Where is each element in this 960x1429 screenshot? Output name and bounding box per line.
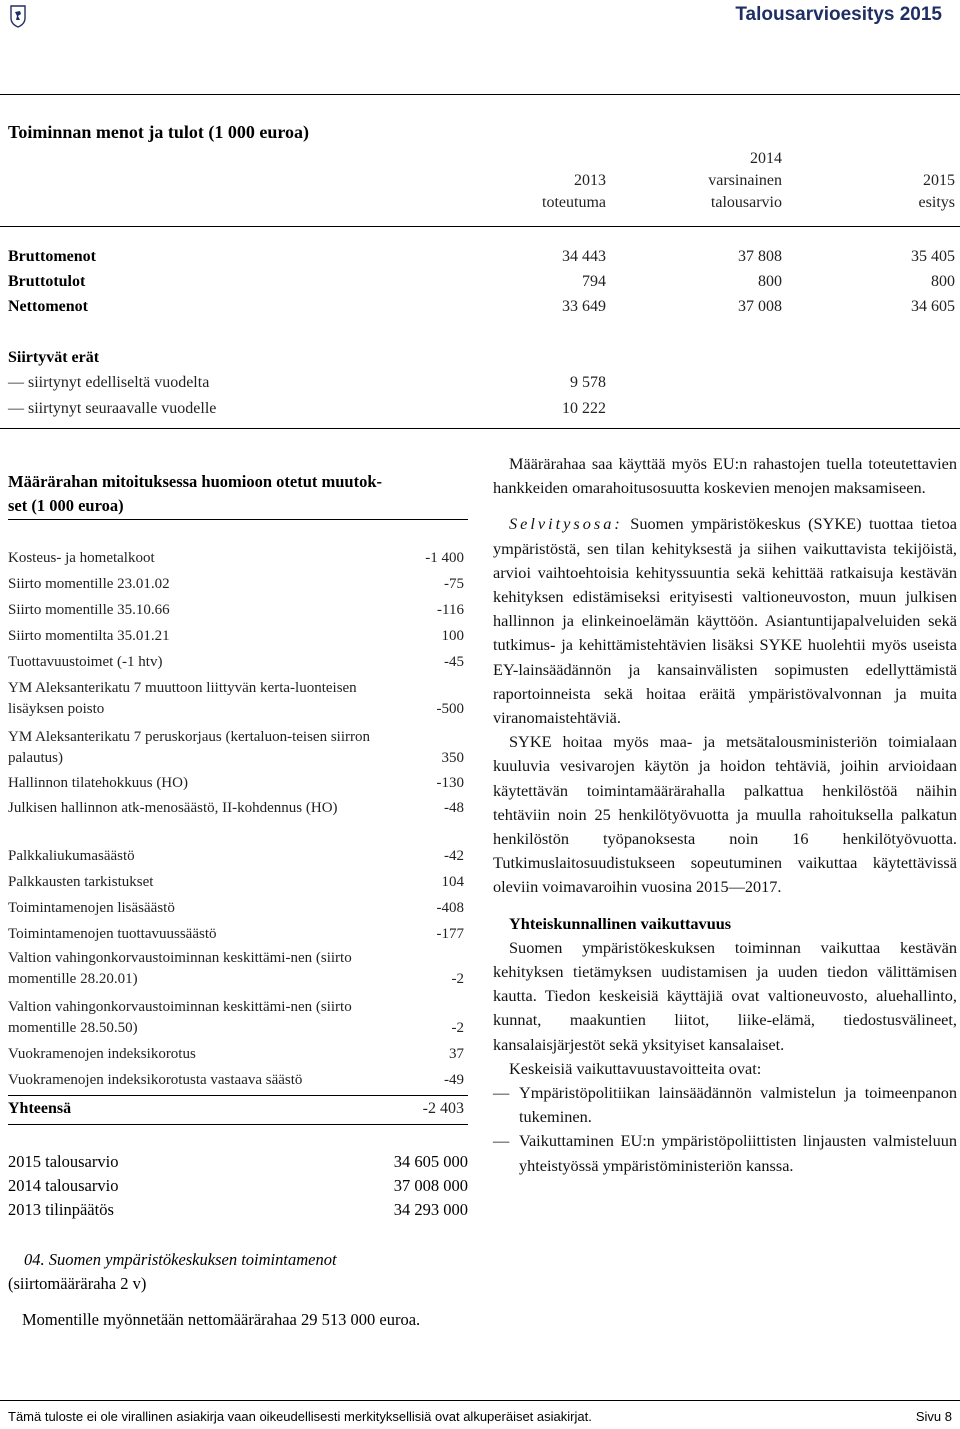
- row-value-2013: 794: [582, 273, 606, 290]
- top-rule: [0, 94, 960, 95]
- paragraph: SYKE hoitaa myös maa- ja metsätalousministeriön toimialaan kuuluvia vesivarojen käytön ja hoidon tehtäviä, joihin arvioidaan käytettävän toimintamäärärahalla palkattua henkilöstöä näihin tehtäviin noin 25 henkilötyövuotta ja muulla rahoituksella palkatun henkilöstön työpanoksesta noin 16 henkilötyövuotta. Tutkimuslaitosuudistukseen sopeutuminen vaikuttaa käytettävissä oleviin voimavaroihin vuosina 2015—2017.: [493, 732, 957, 897]
- adjustment-label: Siirto momentille 35.10.66: [8, 602, 170, 618]
- list-item: [8, 727, 466, 769]
- dash-bullet: —: [493, 1083, 510, 1103]
- list-item: [8, 548, 466, 569]
- section-heading: Yhteiskunnallinen vaikuttavuus: [509, 913, 732, 933]
- carryover-heading: Siirtyvät erät: [8, 349, 100, 366]
- paragraph: Määrärahaa saa käyttää myös EU:n rahastojen tuella toteutettavien hankkeiden omarahoitusosuutta koskevien menojen maksamiseen.: [493, 454, 957, 498]
- row-value-2014: 800: [758, 273, 782, 290]
- list-item: [8, 924, 466, 945]
- budget-label: 2015 talousarvio: [8, 1152, 119, 1171]
- list-item: [8, 773, 466, 794]
- adjustment-label: YM Aleksanterikatu 7 muuttoon liittyvän kerta-luonteisen lisäyksen poisto: [8, 680, 357, 717]
- list-item-text: Vaikuttaminen EU:n ympäristöpoliittisten linjausten valmisteluun yhteistyössä ympäristöministeriön kanssa.: [519, 1131, 957, 1175]
- paragraph: Keskeisiä vaikuttavuustavoitteita ovat:: [509, 1058, 762, 1078]
- adjustment-value: 350: [441, 750, 464, 766]
- budget-label: 2013 tilinpäätös: [8, 1200, 114, 1219]
- row-value-2015: 35 405: [911, 248, 955, 265]
- adjustment-label: Palkkaliukumasäästö: [8, 848, 135, 864]
- adjustment-label: Julkisen hallinnon atk-menosäästö, II-kohdennus (HO): [8, 800, 338, 816]
- adjustment-label: Siirto momentille 23.01.02: [8, 576, 170, 592]
- adjustment-label: Valtion vahingonkorvaustoiminnan keskittämi-nen (siirto momentille 28.20.01): [8, 950, 352, 987]
- carryover-label: — siirtynyt edelliseltä vuodelta: [8, 374, 210, 391]
- paragraph: Suomen ympäristökeskuksen toiminnan vaikuttaa kestävän kehityksen tietämyksen uudistamisen ja uuden tiedon välittämisen kautta. Tiedon keskeisiä käyttäjiä ovat valtioneuvosto, aluehallinto, kunnat, maakuntien liitot, liike-elämä, tiedostusvälineet, kansalaisjärjestöt sekä yksityiset kansalaiset.: [493, 937, 957, 1054]
- adjustments-total-value: -2 403: [422, 1100, 464, 1117]
- adjustment-value: -500: [436, 701, 464, 717]
- list-item: [493, 1081, 957, 1129]
- budget-row: [8, 1174, 468, 1198]
- row-value-2013: 34 443: [562, 248, 606, 265]
- adjustment-value: -2: [451, 971, 464, 987]
- adjustment-label: Valtion vahingonkorvaustoiminnan keskittämi-nen (siirto momentille 28.50.50): [8, 999, 352, 1036]
- selvitysosa-label: Selvitysosa:: [509, 514, 623, 534]
- adjustment-label: Kosteus- ja hometalkoot: [8, 550, 155, 566]
- adjustment-value: -48: [444, 800, 464, 816]
- list-item: [8, 798, 466, 819]
- adjustment-label: Vuokramenojen indeksikorotusta vastaava säästö: [8, 1072, 303, 1088]
- document-header-title: Talousarvioesitys 2015: [735, 4, 942, 25]
- item-text: Momentille myönnetään nettomäärärahaa 29 513 000 euroa.: [22, 1310, 421, 1329]
- list-item: [8, 1044, 466, 1065]
- footer-rule: [0, 1400, 960, 1401]
- item-heading: 04. Suomen ympäristökeskuksen toimintamenot: [24, 1250, 337, 1269]
- table-title: Toiminnan menot ja tulot (1 000 euroa): [8, 122, 310, 142]
- finnish-lion-emblem-icon: [8, 4, 28, 28]
- list-item: [8, 997, 466, 1039]
- adjustment-value: -116: [437, 602, 464, 618]
- budget-row: [8, 1198, 468, 1222]
- list-item: [8, 948, 466, 990]
- list-item: [8, 652, 466, 673]
- row-label: Bruttomenot: [8, 248, 96, 265]
- list-item: [8, 1070, 466, 1091]
- adjustment-label: Tuottavuustoimet (-1 htv): [8, 654, 163, 670]
- list-item: [8, 678, 466, 720]
- item-subheading: (siirtomääräraha 2 v): [8, 1274, 147, 1293]
- budget-label: 2014 talousarvio: [8, 1176, 119, 1195]
- list-item: [8, 846, 466, 867]
- carryover-value: 9 578: [570, 374, 606, 391]
- page-number: Sivu 8: [915, 1409, 952, 1424]
- list-item: [493, 1129, 957, 1177]
- row-value-2015: 800: [931, 273, 955, 290]
- adjustment-label: Toimintamenojen lisäsäästö: [8, 900, 175, 916]
- adjustments-total-top-rule: [8, 1095, 468, 1096]
- list-item: [8, 600, 466, 621]
- adjustment-value: -75: [444, 576, 464, 592]
- column-header-2014: 2014 varsinainen talousarvio: [708, 150, 782, 211]
- adjustments-title-rule: [8, 519, 468, 520]
- adjustment-value: -42: [444, 848, 464, 864]
- footer-disclaimer: Tämä tuloste ei ole virallinen asiakirja vaan oikeudellisesti merkityksellisiä ovat alkuperäiset asiakirjat.: [8, 1409, 592, 1424]
- adjustment-label: Vuokramenojen indeksikorotus: [8, 1046, 196, 1062]
- adjustment-label: Toimintamenojen tuottavuussäästö: [8, 926, 217, 942]
- adjustment-value: -408: [436, 900, 464, 916]
- paragraph: [493, 512, 957, 730]
- row-value-2014: 37 008: [738, 298, 782, 315]
- adjustments-total-bottom-rule: [8, 1124, 468, 1125]
- adjustment-value: -45: [444, 654, 464, 670]
- row-label: Bruttotulot: [8, 273, 86, 290]
- adjustment-value: -2: [451, 1020, 464, 1036]
- carryover-label: — siirtynyt seuraavalle vuodelle: [8, 400, 217, 417]
- carryover-value: 10 222: [562, 400, 606, 417]
- paragraph-text: Suomen ympäristökeskus (SYKE) tuottaa tietoa ympäristöstä, sen tilan kehityksestä ja siihen vaikuttavista tekijöistä, arvioi vaihtoehtoisia kehityssuuntia sekä kehittää ratkaisuja kestävän kehityksen edistämiseksi erityisesti valtioneuvoston, muun julkisen hallinnon ja elinkeinoelämän käyttöön. Asiantuntijapalveluiden sekä tutkimus- ja kehittämistehtävien lisäksi SYKE huolehtii myös useista EY-lainsäädännön ja kansainvälisten sopimusten edellyttämistä raportoinneista sekä hoitaa eräitä ympäristövalvonnan ja muita viranomaistehtäviä.: [493, 514, 957, 728]
- budget-value: 34 605 000: [393, 1152, 468, 1171]
- dash-bullet: —: [493, 1131, 510, 1151]
- list-item: [8, 574, 466, 595]
- adjustment-value: 104: [441, 874, 464, 890]
- adjustment-label: Siirto momentilta 35.01.21: [8, 628, 170, 644]
- right-column: [493, 452, 957, 1178]
- row-label: Nettomenot: [8, 298, 88, 315]
- row-value-2015: 34 605: [911, 298, 955, 315]
- adjustments-total-label: Yhteensä: [8, 1100, 72, 1117]
- adjustments-total-row: [8, 1098, 466, 1119]
- list-item-text: Ympäristöpolitiikan lainsäädännön valmistelun ja toimeenpanon tukeminen.: [519, 1083, 957, 1127]
- adjustment-value: -130: [436, 775, 464, 791]
- adjustment-label: Palkkausten tarkistukset: [8, 874, 154, 890]
- adjustment-value: -1 400: [425, 550, 464, 566]
- list-item: [8, 872, 466, 893]
- list-item: [8, 626, 466, 647]
- table-bottom-rule: [0, 428, 960, 429]
- column-header-2013: 2013 toteutuma: [542, 172, 606, 211]
- table-header-rule: [0, 226, 960, 227]
- budget-value: 37 008 000: [393, 1176, 468, 1195]
- row-value-2014: 37 808: [738, 248, 782, 265]
- adjustment-value: 100: [441, 628, 464, 644]
- column-header-2015: 2015 esitys: [918, 172, 955, 211]
- adjustments-title: Määrärahan mitoituksessa huomioon otetut muutok- set (1 000 euroa): [8, 472, 383, 515]
- adjustment-value: -49: [444, 1072, 464, 1088]
- budget-value: 34 293 000: [393, 1200, 468, 1219]
- list-item: [8, 898, 466, 919]
- adjustment-label: Hallinnon tilatehokkuus (HO): [8, 775, 188, 791]
- row-value-2013: 33 649: [562, 298, 606, 315]
- adjustment-value: 37: [449, 1046, 464, 1062]
- budget-row: [8, 1150, 468, 1174]
- adjustment-label: YM Aleksanterikatu 7 peruskorjaus (kertaluon-teisen siirron palautus): [8, 729, 370, 766]
- adjustment-value: -177: [436, 926, 464, 942]
